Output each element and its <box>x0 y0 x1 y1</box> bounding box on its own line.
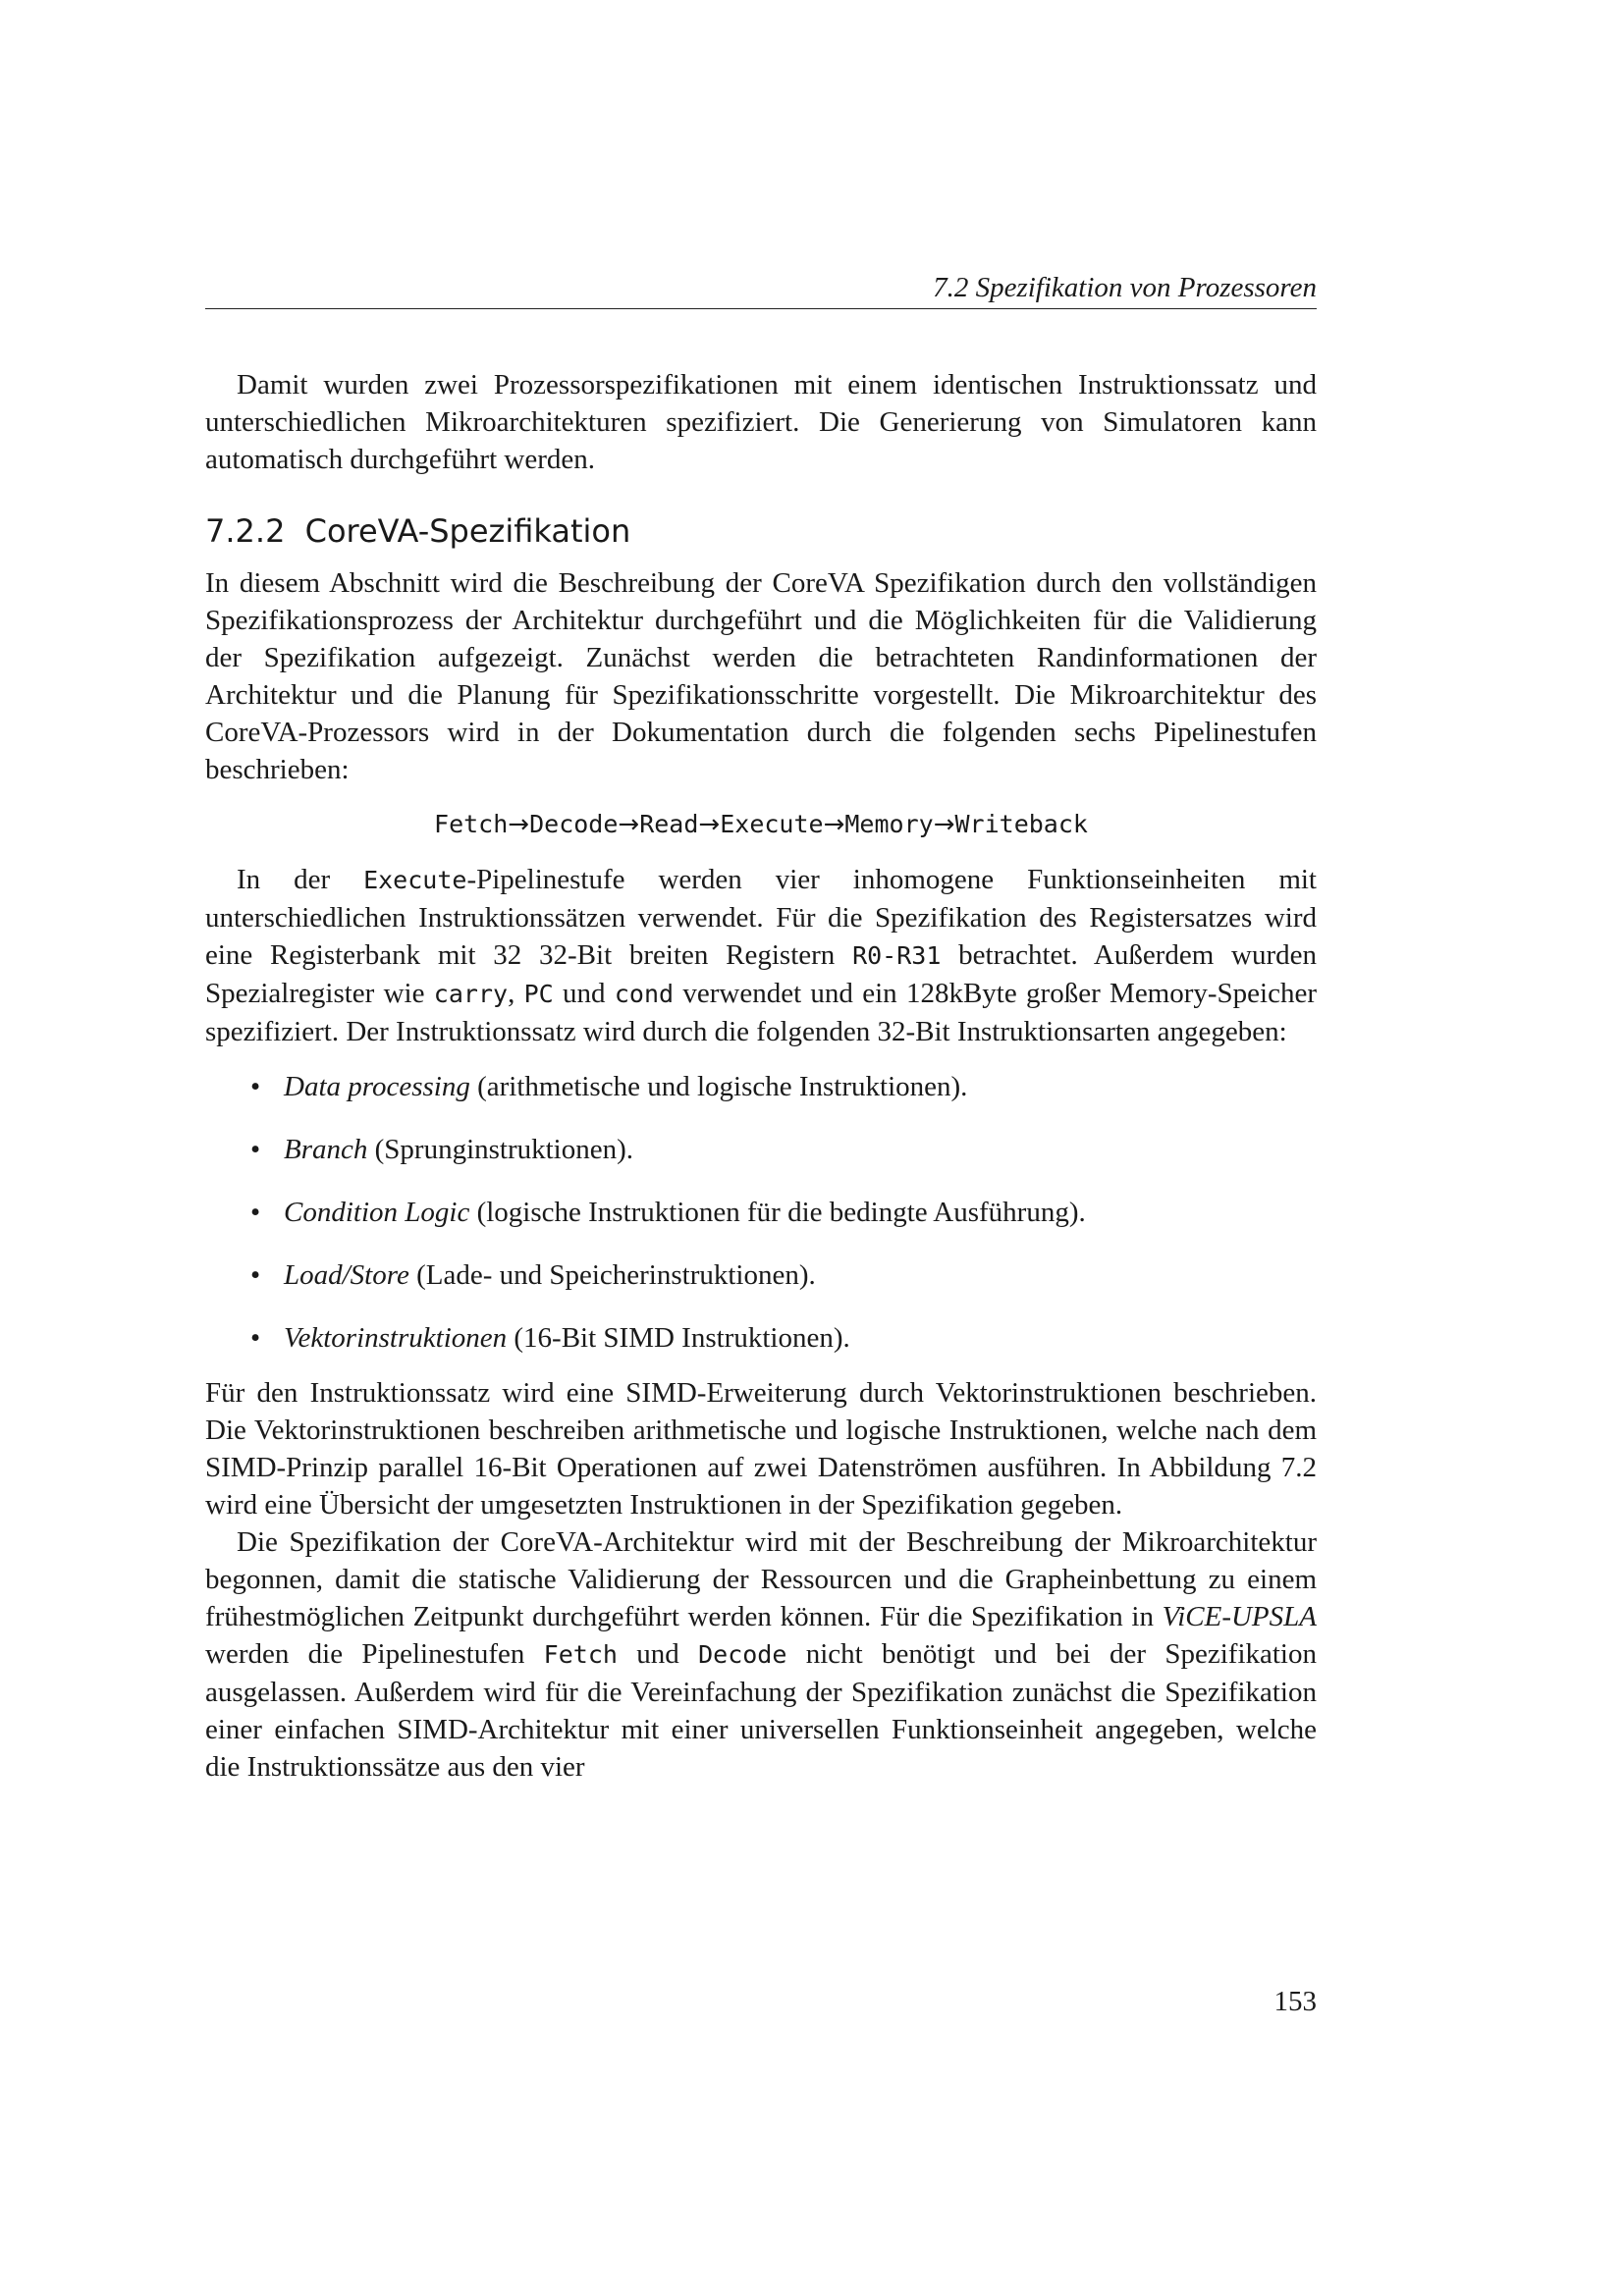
code-pc: PC <box>523 980 554 1008</box>
instruction-types-list <box>205 1068 1317 1357</box>
code-cond: cond <box>614 980 675 1008</box>
text-run: In der <box>237 864 364 895</box>
bullet-icon: • <box>250 1322 261 1354</box>
page-body <box>205 366 1317 1786</box>
intro-paragraph: Damit wurden zwei Prozessorspezifikationen mit einem identischen Instruktionssatz und unterschiedlichen Mikroarchitekturen spezifiziert. Die Generierung von Simulatoren kann automatisch durchgeführt werden. <box>205 369 1317 475</box>
text-run: betrachtet. Außerdem wurden Spezialregister wie <box>205 939 1318 1009</box>
code-decode: Decode <box>698 1640 787 1669</box>
bullet-icon: • <box>250 1071 261 1102</box>
text-run: -Pipelinestufe werden vier inhomogene Funktionseinheiten mit unterschiedlichen Instruktionssätzen verwendet. Für die Spezifikation des Registersatzes wird eine Registerbank mit 32 32-Bit breiten Registern <box>205 864 1317 971</box>
pipeline-stage-decode: Decode <box>529 810 619 838</box>
tool-name: ViCE-UPSLA <box>1162 1601 1317 1632</box>
pipeline-stage-execute: Execute <box>720 810 824 838</box>
code-execute: Execute <box>363 866 467 894</box>
pipeline-stage-writeback: Writeback <box>954 810 1088 838</box>
text-run: und <box>617 1638 699 1670</box>
list-item <box>205 1131 1317 1168</box>
list-item-desc: (16-Bit SIMD Instruktionen). <box>507 1322 850 1354</box>
text-run: werden die Pipelinestufen <box>205 1638 544 1670</box>
list-item <box>205 1068 1317 1105</box>
list-item <box>205 1194 1317 1231</box>
code-fetch: Fetch <box>543 1640 618 1669</box>
list-item-desc: (logische Instruktionen für die bedingte Ausführung). <box>469 1197 1086 1228</box>
list-item <box>205 1319 1317 1357</box>
bullet-icon: • <box>250 1197 261 1228</box>
pipeline-stage-read: Read <box>639 810 699 838</box>
arrow-right-icon: → <box>698 810 721 839</box>
list-item-term: Condition Logic <box>284 1197 470 1228</box>
paragraph-1: In diesem Abschnitt wird die Beschreibung der CoreVA Spezifikation durch den vollständigen Spezifikationsprozess der Architektur durchgeführt und die Möglichkeiten für die Validierung der Spezifikation aufgezeigt. Zunächst werden die betrachteten Randinformationen der Architektur und die Planung für Spezifikationsschritte vorgestellt. Die Mikroarchitektur des CoreVA-Prozessors wird in der Dokumentation durch die folgenden sechs Pipelinestufen beschrieben: <box>205 567 1317 785</box>
pipeline-stage-memory: Memory <box>844 810 934 838</box>
arrow-right-icon: → <box>823 810 845 839</box>
list-item-desc: (Lade- und Speicherinstruktionen). <box>408 1259 816 1291</box>
paragraph-3: Für den Instruktionssatz wird eine SIMD-Erweiterung durch Vektorinstruktionen beschrieben. Die Vektorinstruktionen beschreiben arithmetische und logische Instruktionen, welche nach dem SIMD-Prinzip parallel 16-Bit Operationen auf zwei Datenströmen ausführen. In Abbildung 7.2 wird eine Übersicht der umgesetzten Instruktionen in der Spezifikation gegeben. <box>205 1377 1317 1521</box>
pipeline-stages <box>205 806 1317 843</box>
list-item-desc: (Sprunginstruktionen). <box>367 1134 634 1165</box>
running-header-title: 7.2 Spezifikation von Prozessoren <box>933 272 1317 303</box>
section-number: 7.2.2 <box>205 512 286 550</box>
arrow-right-icon: → <box>508 810 530 839</box>
list-item <box>205 1256 1317 1294</box>
paragraph-4 <box>205 1523 1317 1786</box>
arrow-right-icon: → <box>618 810 640 839</box>
text-run: , <box>508 978 524 1009</box>
code-registers: R0-R31 <box>852 941 942 970</box>
running-header <box>205 267 1317 309</box>
list-item-term: Load/Store <box>284 1259 409 1291</box>
section-title: CoreVA-Spezifikation <box>304 512 631 550</box>
list-item-term: Branch <box>284 1134 368 1165</box>
code-carry: carry <box>433 980 509 1008</box>
text-run: und <box>553 978 615 1009</box>
text-run: Die Spezifikation der CoreVA-Architektur wird mit der Beschreibung der Mikroarchitektur begonnen, damit die statische Validierung der Ressourcen und die Grapheinbettung zu einem frühestmöglichen Zeitpunkt durchgeführt werden können. Für die Spezifikation in <box>205 1526 1317 1632</box>
text-run: nicht benötigt und bei der Spezifikation ausgelassen. Außerdem wird für die Vereinfachung der Spezifikation zunächst die Spezifikation einer einfachen SIMD-Architektur mit einer universellen Funktionseinheit angegeben, welche die Instruktionssätze aus den vier <box>205 1638 1317 1783</box>
list-item-desc: (arithmetische und logische Instruktionen). <box>469 1071 968 1102</box>
paragraph-2 <box>205 861 1317 1050</box>
page-number: 153 <box>1273 1986 1317 2017</box>
pipeline-stage-fetch: Fetch <box>434 810 509 838</box>
text-run: verwendet und ein 128kByte großer Memory-Speicher spezifiziert. Der Instruktionssatz wird durch die folgenden 32-Bit Instruktionsarten angegeben: <box>205 978 1318 1047</box>
arrow-right-icon: → <box>933 810 955 839</box>
list-item-term: Data processing <box>284 1071 470 1102</box>
bullet-icon: • <box>250 1134 261 1165</box>
section-heading <box>205 511 1317 551</box>
bullet-icon: • <box>250 1259 261 1291</box>
list-item-term: Vektorinstruktionen <box>284 1322 508 1354</box>
